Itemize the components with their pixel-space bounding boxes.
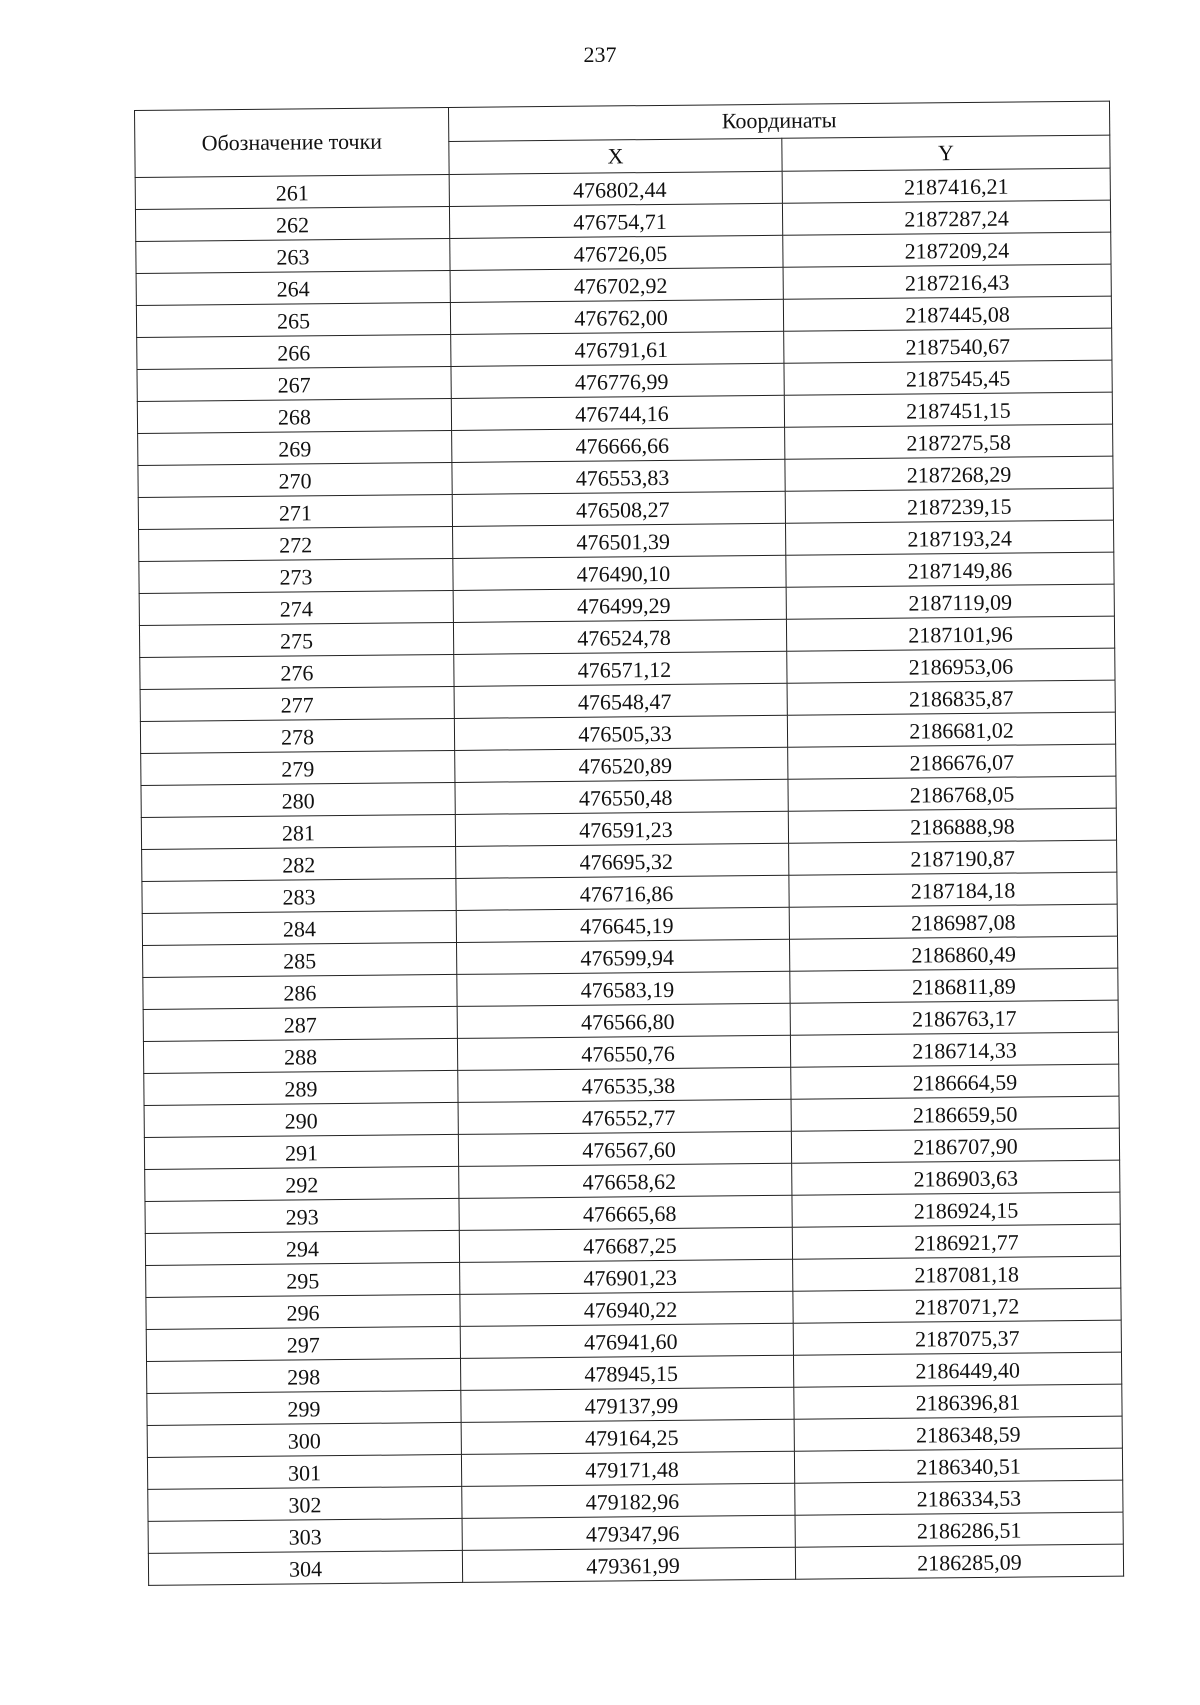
- x-coordinate-cell: 476645,19: [456, 907, 789, 942]
- point-cell: 270: [138, 462, 452, 497]
- y-coordinate-cell: 2187451,15: [784, 392, 1112, 427]
- point-cell: 295: [146, 1262, 460, 1297]
- point-cell: 303: [148, 1518, 462, 1553]
- coordinates-table: [134, 101, 1124, 1586]
- x-coordinate-cell: 476548,47: [454, 683, 787, 718]
- coordinates-table-container: [134, 101, 1123, 1586]
- y-column-header: Y: [782, 135, 1110, 172]
- x-column-header: X: [449, 138, 782, 175]
- point-cell: 304: [148, 1550, 462, 1585]
- y-coordinate-cell: 2186924,15: [792, 1192, 1120, 1227]
- table-header: [135, 101, 1111, 177]
- point-cell: 302: [148, 1486, 462, 1521]
- y-coordinate-cell: 2187075,37: [793, 1320, 1121, 1355]
- point-cell: 296: [146, 1294, 460, 1329]
- point-cell: 277: [140, 686, 454, 721]
- y-coordinate-cell: 2186676,07: [788, 744, 1116, 779]
- y-coordinate-cell: 2187193,24: [785, 520, 1113, 555]
- point-cell: 283: [142, 878, 456, 913]
- x-coordinate-cell: 476499,29: [453, 587, 786, 622]
- point-cell: 279: [141, 750, 455, 785]
- point-cell: 275: [139, 622, 453, 657]
- y-coordinate-cell: 2187268,29: [785, 456, 1113, 491]
- point-cell: 266: [137, 334, 451, 369]
- x-coordinate-cell: 476744,16: [451, 395, 784, 430]
- point-cell: 265: [136, 302, 450, 337]
- point-column-header: Обозначение точки: [135, 107, 450, 177]
- y-coordinate-cell: 2186681,02: [787, 712, 1115, 747]
- x-coordinate-cell: 476567,60: [458, 1131, 791, 1166]
- x-coordinate-cell: 476802,44: [449, 171, 782, 206]
- y-coordinate-cell: 2187101,96: [786, 616, 1114, 651]
- point-cell: 285: [143, 942, 457, 977]
- y-coordinate-cell: 2186334,53: [795, 1480, 1123, 1515]
- point-cell: 290: [144, 1102, 458, 1137]
- y-coordinate-cell: 2187445,08: [783, 296, 1111, 331]
- point-cell: 273: [139, 558, 453, 593]
- y-coordinate-cell: 2186921,77: [792, 1224, 1120, 1259]
- x-coordinate-cell: 476490,10: [453, 555, 786, 590]
- point-cell: 289: [144, 1070, 458, 1105]
- x-coordinate-cell: 476550,76: [457, 1035, 790, 1070]
- x-coordinate-cell: 476583,19: [457, 971, 790, 1006]
- point-cell: 271: [138, 494, 452, 529]
- point-cell: 294: [145, 1230, 459, 1265]
- y-coordinate-cell: 2186664,59: [791, 1064, 1119, 1099]
- y-coordinate-cell: 2187119,09: [786, 584, 1114, 619]
- x-coordinate-cell: 479347,96: [462, 1515, 795, 1550]
- x-coordinate-cell: 476505,33: [454, 715, 787, 750]
- point-cell: 293: [145, 1198, 459, 1233]
- y-coordinate-cell: 2187287,24: [782, 200, 1110, 235]
- x-coordinate-cell: 479137,99: [461, 1387, 794, 1422]
- point-cell: 281: [141, 814, 455, 849]
- y-coordinate-cell: 2186449,40: [793, 1352, 1121, 1387]
- y-coordinate-cell: 2186285,09: [795, 1544, 1123, 1579]
- x-coordinate-cell: 479171,48: [461, 1451, 794, 1486]
- y-coordinate-cell: 2187216,43: [783, 264, 1111, 299]
- point-cell: 268: [137, 398, 451, 433]
- y-coordinate-cell: 2187071,72: [793, 1288, 1121, 1323]
- y-coordinate-cell: 2186835,87: [787, 680, 1115, 715]
- x-coordinate-cell: 476550,48: [455, 779, 788, 814]
- y-coordinate-cell: 2187149,86: [786, 552, 1114, 587]
- point-cell: 298: [147, 1358, 461, 1393]
- y-coordinate-cell: 2186987,08: [789, 904, 1117, 939]
- x-coordinate-cell: 476754,71: [449, 203, 782, 238]
- point-cell: 297: [146, 1326, 460, 1361]
- x-coordinate-cell: 476508,27: [452, 491, 785, 526]
- x-coordinate-cell: 476776,99: [451, 363, 784, 398]
- x-coordinate-cell: 476524,78: [453, 619, 786, 654]
- y-coordinate-cell: 2186768,05: [788, 776, 1116, 811]
- y-coordinate-cell: 2187239,15: [785, 488, 1113, 523]
- x-coordinate-cell: 476552,77: [458, 1099, 791, 1134]
- page-number: 237: [583, 42, 617, 67]
- point-cell: 272: [139, 526, 453, 561]
- x-coordinate-cell: 476716,86: [456, 875, 789, 910]
- point-cell: 287: [143, 1006, 457, 1041]
- x-coordinate-cell: 476726,05: [450, 235, 783, 270]
- point-cell: 278: [140, 718, 454, 753]
- point-cell: 264: [136, 270, 450, 305]
- y-coordinate-cell: 2186286,51: [795, 1512, 1123, 1547]
- x-coordinate-cell: 476791,61: [451, 331, 784, 366]
- point-cell: 263: [136, 238, 450, 273]
- y-coordinate-cell: 2186340,51: [794, 1448, 1122, 1483]
- y-coordinate-cell: 2187545,45: [784, 360, 1112, 395]
- point-cell: 284: [142, 910, 456, 945]
- y-coordinate-cell: 2187209,24: [783, 232, 1111, 267]
- y-coordinate-cell: 2187081,18: [793, 1256, 1121, 1291]
- point-cell: 301: [147, 1454, 461, 1489]
- y-coordinate-cell: 2187275,58: [785, 424, 1113, 459]
- y-coordinate-cell: 2186903,63: [792, 1160, 1120, 1195]
- y-coordinate-cell: 2186348,59: [794, 1416, 1122, 1451]
- point-cell: 288: [143, 1038, 457, 1073]
- x-coordinate-cell: 476941,60: [460, 1323, 793, 1358]
- x-coordinate-cell: 476553,83: [452, 459, 785, 494]
- point-cell: 299: [147, 1390, 461, 1425]
- y-coordinate-cell: 2186396,81: [794, 1384, 1122, 1419]
- point-cell: 286: [143, 974, 457, 1009]
- point-cell: 262: [135, 206, 449, 241]
- point-cell: 282: [142, 846, 456, 881]
- x-coordinate-cell: 476666,66: [452, 427, 785, 462]
- point-cell: 276: [140, 654, 454, 689]
- point-cell: 267: [137, 366, 451, 401]
- x-coordinate-cell: 479361,99: [462, 1547, 795, 1582]
- x-coordinate-cell: 476940,22: [460, 1291, 793, 1326]
- y-coordinate-cell: 2186860,49: [789, 936, 1117, 971]
- x-coordinate-cell: 476665,68: [459, 1195, 792, 1230]
- y-coordinate-cell: 2186811,89: [790, 968, 1118, 1003]
- y-coordinate-cell: 2186714,33: [790, 1032, 1118, 1067]
- point-cell: 300: [147, 1422, 461, 1457]
- x-coordinate-cell: 476702,92: [450, 267, 783, 302]
- y-coordinate-cell: 2187190,87: [789, 840, 1117, 875]
- y-coordinate-cell: 2187540,67: [784, 328, 1112, 363]
- point-cell: 269: [138, 430, 452, 465]
- x-coordinate-cell: 476695,32: [456, 843, 789, 878]
- y-coordinate-cell: 2186888,98: [788, 808, 1116, 843]
- point-cell: 292: [145, 1166, 459, 1201]
- point-cell: 291: [144, 1134, 458, 1169]
- point-cell: 261: [135, 174, 449, 209]
- point-cell: 280: [141, 782, 455, 817]
- y-coordinate-cell: 2186953,06: [787, 648, 1115, 683]
- x-coordinate-cell: 476687,25: [459, 1227, 792, 1262]
- x-coordinate-cell: 476591,23: [455, 811, 788, 846]
- x-coordinate-cell: 476520,89: [455, 747, 788, 782]
- x-coordinate-cell: 476762,00: [450, 299, 783, 334]
- x-coordinate-cell: 479164,25: [461, 1419, 794, 1454]
- x-coordinate-cell: 476535,38: [458, 1067, 791, 1102]
- y-coordinate-cell: 2187184,18: [789, 872, 1117, 907]
- coordinates-column-header: Координаты: [448, 101, 1109, 141]
- x-coordinate-cell: 479182,96: [462, 1483, 795, 1518]
- x-coordinate-cell: 476658,62: [459, 1163, 792, 1198]
- x-coordinate-cell: 476599,94: [457, 939, 790, 974]
- table-body: [135, 168, 1123, 1585]
- x-coordinate-cell: 478945,15: [460, 1355, 793, 1390]
- y-coordinate-cell: 2186659,50: [791, 1096, 1119, 1131]
- y-coordinate-cell: 2186707,90: [791, 1128, 1119, 1163]
- y-coordinate-cell: 2187416,21: [782, 168, 1110, 203]
- x-coordinate-cell: 476901,23: [460, 1259, 793, 1294]
- y-coordinate-cell: 2186763,17: [790, 1000, 1118, 1035]
- point-cell: 274: [139, 590, 453, 625]
- x-coordinate-cell: 476566,80: [457, 1003, 790, 1038]
- x-coordinate-cell: 476571,12: [454, 651, 787, 686]
- x-coordinate-cell: 476501,39: [453, 523, 786, 558]
